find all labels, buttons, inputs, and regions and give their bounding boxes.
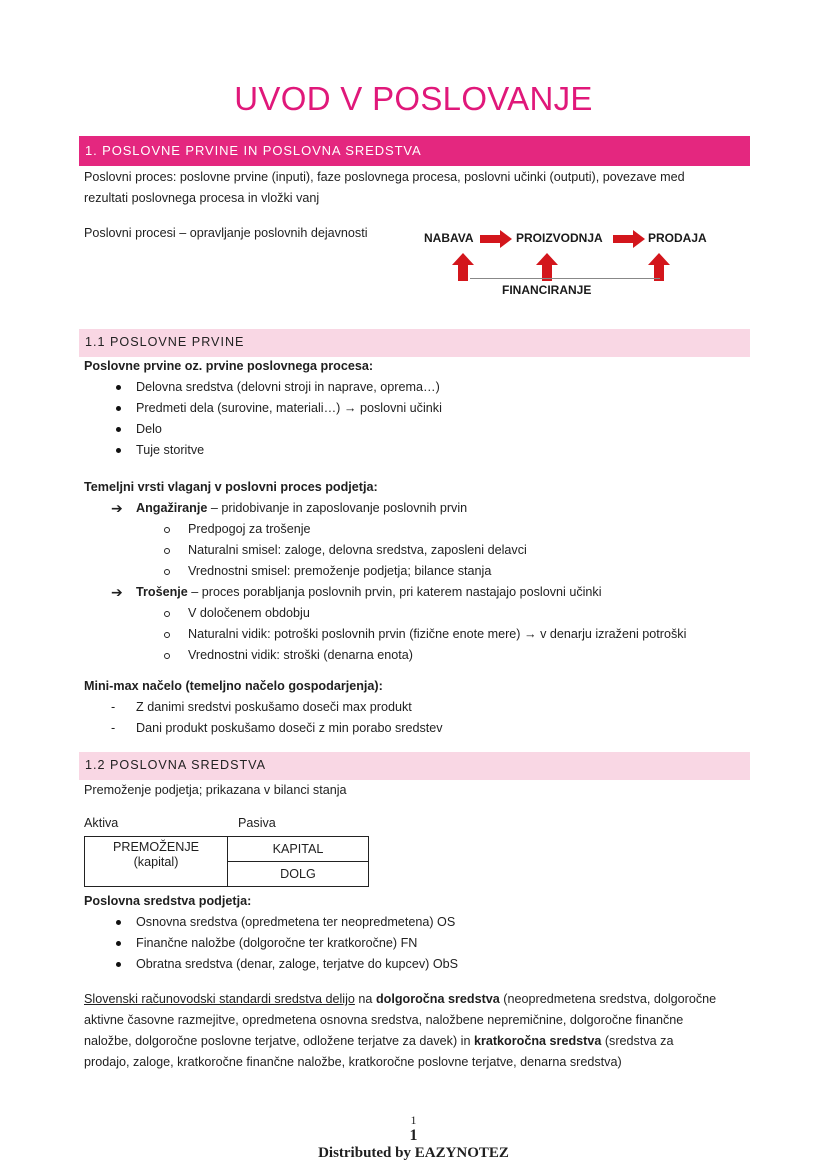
angaziranje-term: Angažiranje [136, 501, 208, 515]
diagram-label-nabava: NABAVA [424, 231, 474, 245]
srs-paragraph [84, 989, 749, 1073]
list-item-angaziranje [84, 498, 744, 519]
srs-line-3 [84, 1031, 749, 1052]
prvine-title: Poslovne prvine oz. prvine poslovnega procesa: [84, 359, 374, 373]
premozenje-label: PREMOŽENJE [112, 840, 200, 854]
sredstva-block [84, 891, 744, 975]
dolg-cell: DOLG [228, 862, 369, 887]
prvine-block [84, 356, 744, 461]
minimax-list [84, 697, 744, 739]
up-arrow-icon [648, 253, 670, 281]
srs-underlined: Slovenski računovodski standardi sredstva delijo [84, 992, 355, 1006]
srs-text-1: (neopredmetena sredstva, dolgoročne [499, 992, 717, 1006]
vlaganj-block [84, 477, 744, 666]
list-item: Predpogoj za trošenje [84, 519, 744, 540]
list-item: Obratna sredstva (denar, zaloge, terjatve do kupcev) ObS [84, 954, 744, 975]
list-item-trosenje [84, 582, 744, 603]
page-title: UVOD V POSLOVANJE [234, 80, 593, 117]
pasiva-label: Pasiva [238, 816, 276, 830]
srs-text-3a: naložbe, dolgoročne poslovne terjatve, odložene terjatve za davek) in [84, 1034, 474, 1048]
aktiva-label: Aktiva [84, 816, 119, 830]
angaziranje-sublist [84, 519, 744, 582]
list-item: Vrednostni vidik: stroški (denarna enota) [84, 645, 744, 666]
sredstva-title: Poslovna sredstva podjetja: [84, 894, 252, 908]
arrow-right-icon: ➔ [111, 500, 123, 516]
list-item: Naturalni smisel: zaloge, delovna sredstva, zaposleni delavci [84, 540, 744, 561]
srs-text-3b: (sredstva za [601, 1034, 674, 1048]
srs-line-4: prodajo, zaloge, kratkoročne finančne naložbe, kratkoročne poslovne terjatve, denarna sredstva) [84, 1055, 622, 1069]
up-arrow-icon [452, 253, 474, 281]
intro-line-1: Poslovni proces: poslovne prvine (inputi), faze poslovnega procesa, poslovni učinki (outputi), povezave med [84, 170, 685, 184]
list-item: - Z danimi sredstvi poskušamo doseči max produkt [84, 697, 744, 718]
diagram-label-prodaja: PRODAJA [648, 231, 707, 245]
trosenje-description: – proces porabljanja poslovnih prvin, pri katerem nastajajo poslovni učinki [187, 585, 602, 599]
list-item: V določenem obdobju [84, 603, 744, 624]
diagram-label-proizvodnja: PROIZVODNJA [516, 231, 603, 245]
list-item: Predmeti dela (surovine, materiali…) → poslovni učinki [84, 398, 744, 419]
sredstva-intro: Premoženje podjetja; prikazana v bilanci stanja [84, 783, 347, 797]
right-arrow-icon [613, 230, 647, 248]
section-heading-1: 1. POSLOVNE PRVINE IN POSLOVNA SREDSTVA [79, 136, 750, 166]
minimax-block [84, 676, 744, 739]
up-arrow-icon [536, 253, 558, 281]
premozenje-cell [85, 837, 228, 887]
srs-line-2: aktivne časovne razmejitve, opredmetena osnovna sredstva, naložbene nepremičnine, dolgoročne finančne [84, 1013, 684, 1027]
srs-bold-dolgorocna: dolgoročna sredstva [375, 992, 500, 1006]
list-item: Naturalni vidik: potroški poslovnih prvin (fizične enote mere) → v denarju izraženi potroški [84, 624, 744, 645]
kapital-paren-label: (kapital) [133, 855, 179, 869]
financing-line [470, 278, 660, 279]
list-item: Osnovna sredstva (opredmetena ter neopredmetena) OS [84, 912, 744, 933]
page-number: 1 [409, 1127, 418, 1144]
kapital-cell: KAPITAL [228, 837, 369, 862]
list-item: Delovna sredstva (delovni stroji in naprave, oprema…) [84, 377, 744, 398]
intro-paragraph [84, 167, 744, 209]
processes-text: Poslovni procesi – opravljanje poslovnih dejavnosti [84, 226, 368, 240]
page-number-small: 1 [410, 1113, 417, 1127]
balance-sheet-table [84, 836, 369, 887]
angaziranje-description: – pridobivanje in zaposlovanje poslovnih prvin [207, 501, 468, 515]
srs-bold-kratkorocna: kratkoročna sredstva [473, 1034, 602, 1048]
list-item: Vrednostni smisel: premoženje podjetja; bilance stanja [84, 561, 744, 582]
section-heading-1-1: 1.1 POSLOVNE PRVINE [79, 329, 750, 357]
list-item: Tuje storitve [84, 440, 744, 461]
list-item: Delo [84, 419, 744, 440]
list-item: Finančne naložbe (dolgoročne ter kratkoročne) FN [84, 933, 744, 954]
right-arrow-icon [480, 230, 514, 248]
vlaganj-list-2 [84, 582, 744, 603]
srs-line-1 [84, 989, 749, 1010]
list-item: - Dani produkt poskušamo doseči z min porabo sredstev [84, 718, 744, 739]
arrow-right-icon: ➔ [111, 584, 123, 600]
sredstva-list [84, 912, 744, 975]
srs-na: na [354, 992, 376, 1006]
prvine-list [84, 377, 744, 461]
trosenje-term: Trošenje [136, 585, 188, 599]
process-diagram [420, 225, 740, 300]
trosenje-sublist [84, 603, 744, 666]
intro-line-2: rezultati poslovnega procesa in vložki vanj [84, 191, 320, 205]
minimax-title: Mini-max načelo (temeljno načelo gospodarjenja): [84, 679, 383, 693]
section-heading-1-2: 1.2 POSLOVNA SREDSTVA [79, 752, 750, 780]
vlaganj-title: Temeljni vrsti vlaganj v poslovni proces podjetja: [84, 480, 378, 494]
distributed-by: Distributed by EAZYNOTEZ [318, 1145, 509, 1161]
vlaganj-list [84, 498, 744, 519]
diagram-label-financiranje: FINANCIRANJE [502, 283, 592, 297]
